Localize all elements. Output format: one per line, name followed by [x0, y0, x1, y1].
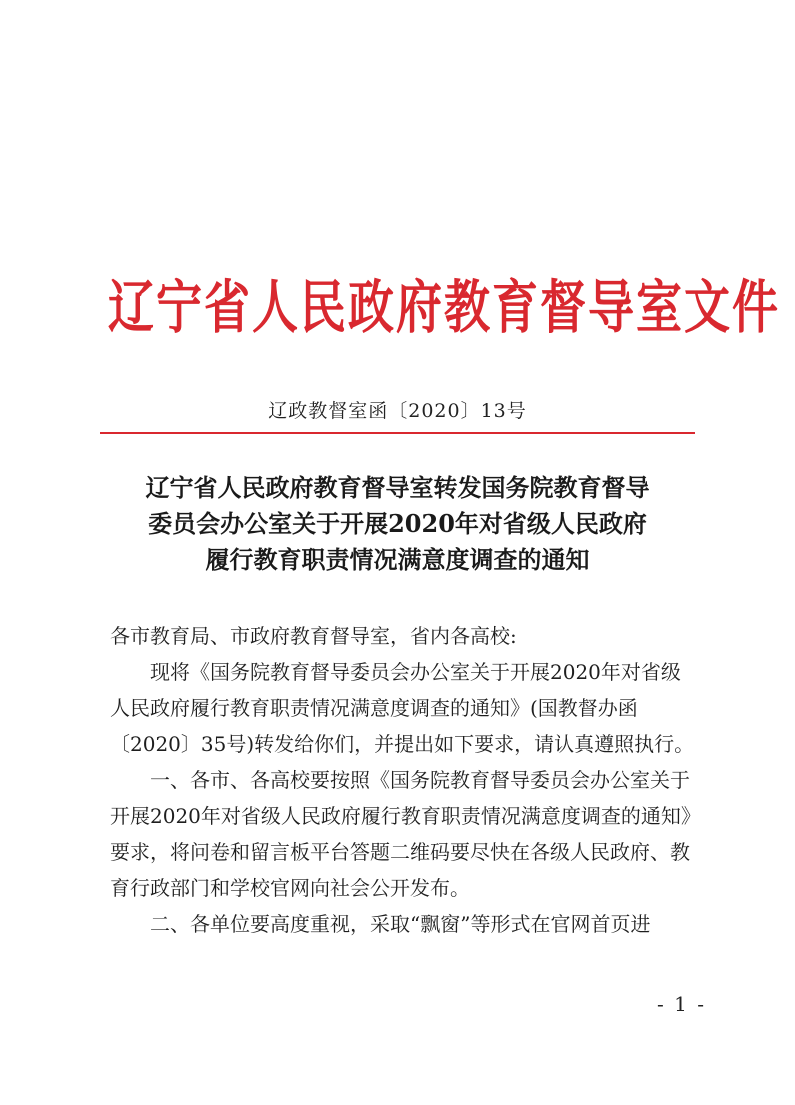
page-number: - 1 - — [657, 992, 706, 1016]
body-paragraph-3: 二、各单位要高度重视，采取“飘窗”等形式在官网首页进 — [150, 912, 651, 936]
notice-title — [100, 470, 695, 578]
notice-title-line-2: 委员会办公室关于开展2020年对省级人民政府 — [148, 509, 647, 538]
notice-title-line-3: 履行教育职责情况满意度调查的通知 — [205, 545, 590, 574]
body-paragraph-1: 现将《国务院教育督导委员会办公室关于开展2020年对省级人民政府履行教育职责情况满意度调查的通知》(国教督办函〔2020〕35号)转发给你们，并提出如下要求，请认真遵照执行。 — [110, 660, 695, 756]
document-body — [110, 618, 700, 942]
notice-title-line-1: 辽宁省人民政府教育督导室转发国务院教育督导 — [145, 473, 650, 502]
red-divider-line — [100, 432, 695, 434]
salutation: 各市教育局、市政府教育督导室，省内各高校: — [110, 624, 517, 648]
body-paragraph-2: 一、各市、各高校要按照《国务院教育督导委员会办公室关于开展2020年对省级人民政府履行教育职责情况满意度调查的通知》要求，将问卷和留言板平台答题二维码要尽快在各级人民政府、教育行政部门和学校官网向社会公开发布。 — [110, 768, 691, 900]
document-header-title: 辽宁省人民政府教育督导室文件 — [108, 273, 780, 341]
document-number: 辽政教督室函〔2020〕13号 — [268, 400, 527, 422]
